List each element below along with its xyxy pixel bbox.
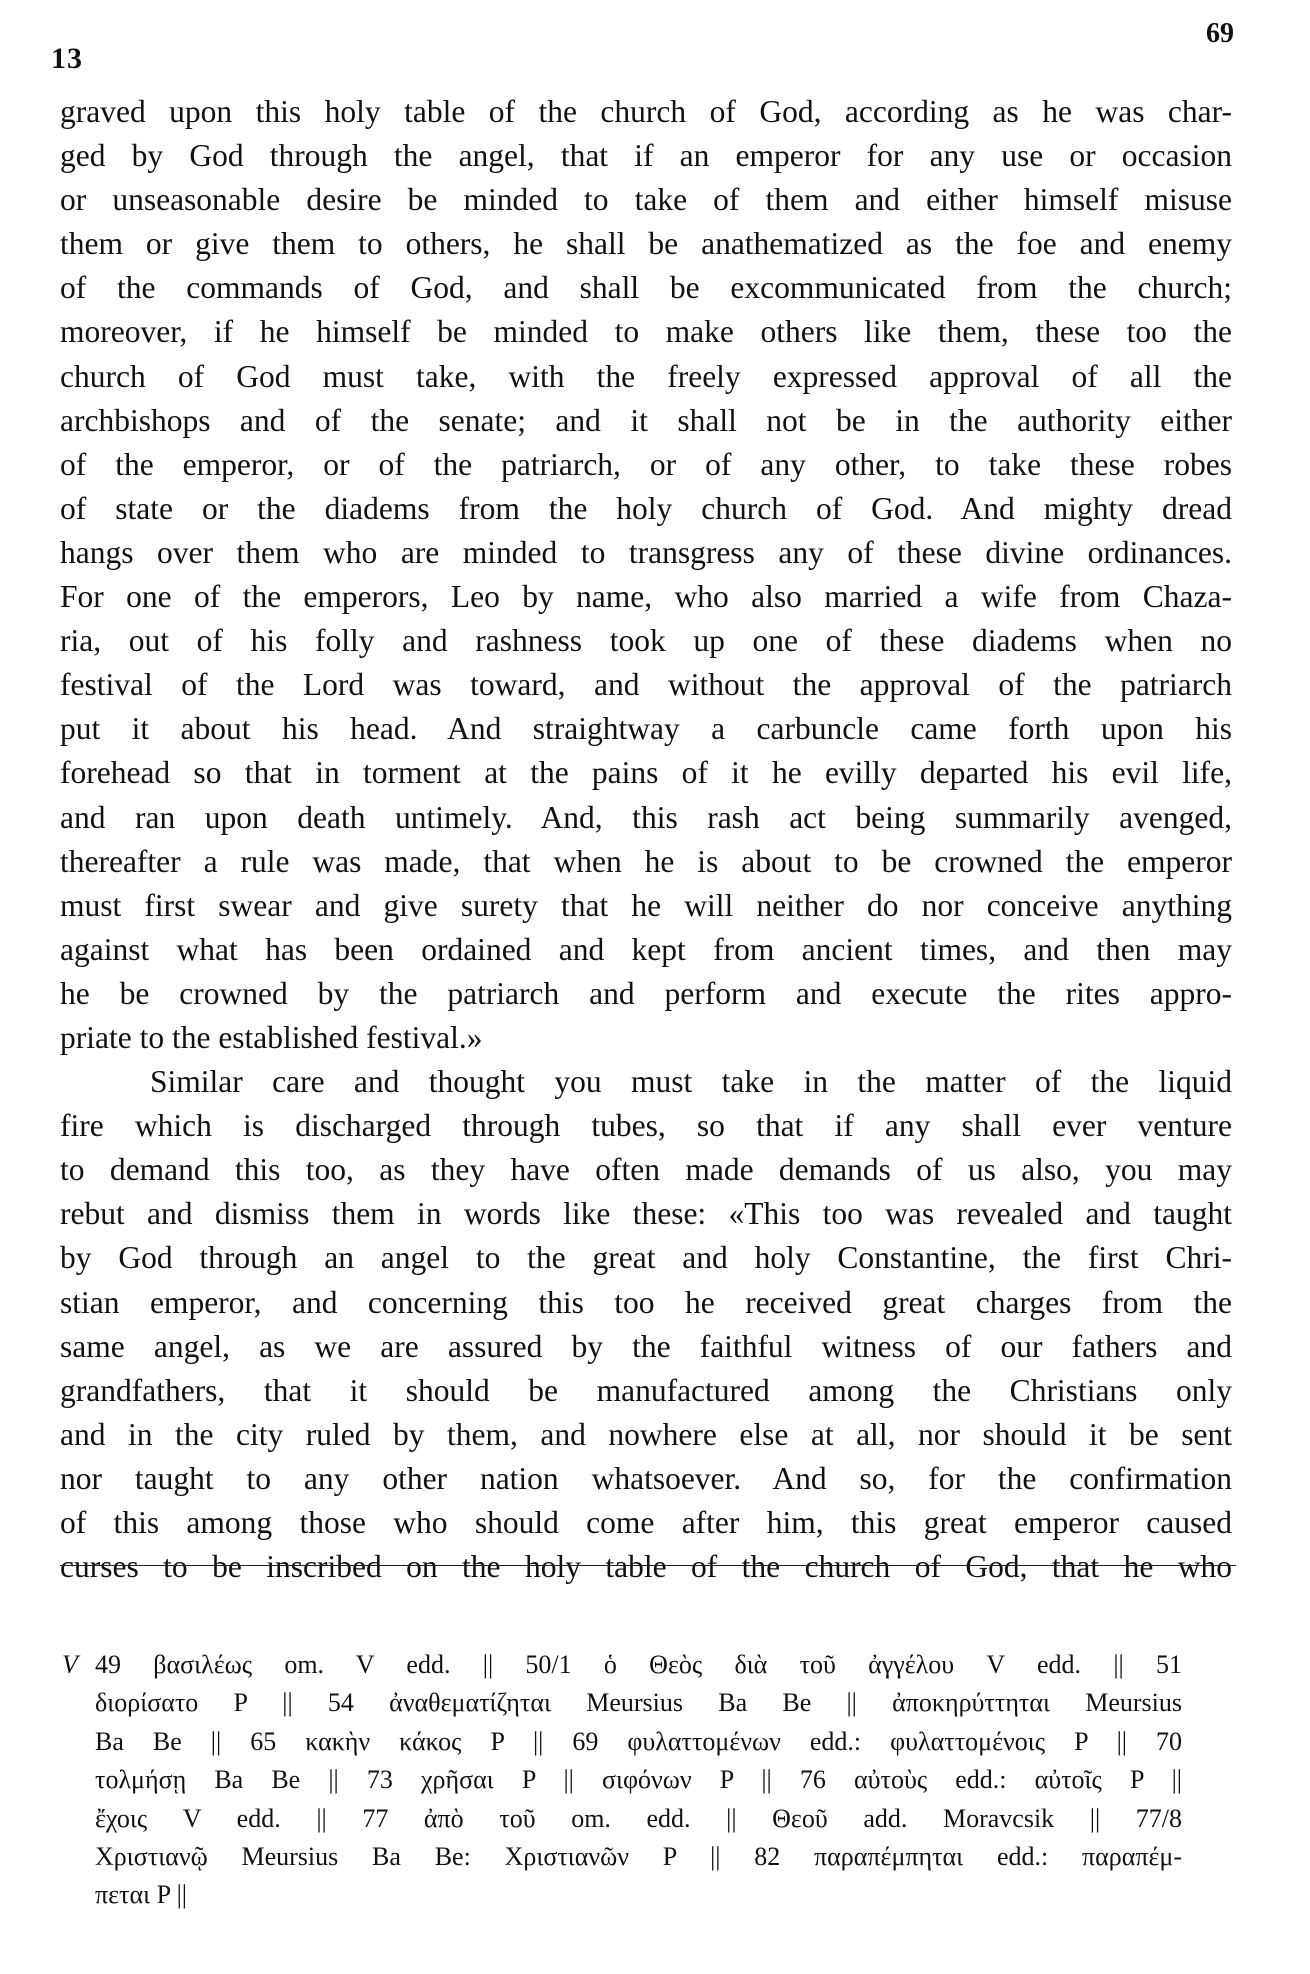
text-line: ria, out of his folly and rashness took up one of these diadems when no bbox=[60, 623, 1232, 659]
text-line: For one of the emperors, Leo by name, who also married a wife from Chaza- bbox=[60, 579, 1232, 615]
text-line: nor taught to any other nation whatsoever. And so, for the confirmation bbox=[60, 1460, 1232, 1496]
text-line: archbishops and of the senate; and it shall not be in the authority either bbox=[60, 402, 1232, 438]
text-line: and in the city ruled by them, and nowhere else at all, nor should it be sent bbox=[60, 1416, 1232, 1452]
footnote-divider bbox=[60, 1565, 1236, 1566]
text-line: thereafter a rule was made, that when he is about to be crowned the emperor bbox=[60, 843, 1232, 879]
text-line: curses to be inscribed on the holy table of the church of God, that he who bbox=[60, 1549, 1232, 1585]
text-line: stian emperor, and concerning this too he received great charges from the bbox=[60, 1284, 1232, 1320]
chapter-number: 13 bbox=[51, 42, 83, 75]
page-number: 69 bbox=[1206, 18, 1234, 49]
apparatus-line: Ba Be || 65 κακὴν κάκος P || 69 φυλαττομένων edd.: φυλαττομένοις P || 70 bbox=[95, 1726, 1182, 1756]
apparatus-line: ἔχοις V edd. || 77 ἀπὸ τοῦ om. edd. || Θεοῦ add. Moravcsik || 77/8 bbox=[95, 1803, 1182, 1833]
text-line: he be crowned by the patriarch and perform and execute the rites appro- bbox=[60, 975, 1232, 1011]
apparatus-line: πεται P || bbox=[95, 1880, 188, 1910]
text-line: graved upon this holy table of the church of God, according as he was char- bbox=[60, 94, 1232, 129]
main-text bbox=[60, 90, 1232, 1589]
text-line: put it about his head. And straightway a carbuncle came forth upon his bbox=[60, 711, 1232, 747]
text-line: fire which is discharged through tubes, so that if any shall ever venture bbox=[60, 1108, 1232, 1144]
text-line: Similar care and thought you must take in the matter of the liquid bbox=[150, 1064, 1232, 1100]
apparatus-line: 49 βασιλέως om. V edd. || 50/1 ὁ Θεὸς διὰ τοῦ ἀγγέλου V edd. || 51 bbox=[95, 1650, 1182, 1679]
text-line: grandfathers, that it should be manufactured among the Christians only bbox=[60, 1372, 1232, 1408]
text-line: against what has been ordained and kept from ancient times, and then may bbox=[60, 931, 1232, 967]
text-line: by God through an angel to the great and holy Constantine, the first Chri- bbox=[60, 1240, 1232, 1276]
text-line: and ran upon death untimely. And, this rash act being summarily avenged, bbox=[60, 799, 1232, 835]
critical-apparatus bbox=[95, 1646, 1182, 1915]
apparatus-line: Χριστιανῷ Meursius Ba Be: Χριστιανῶν P || 82 παραπέμπηται edd.: παραπέμ- bbox=[95, 1841, 1182, 1871]
text-line: of this among those who should come after him, this great emperor caused bbox=[60, 1505, 1232, 1540]
text-line: of the emperor, or of the patriarch, or of any other, to take these robes bbox=[60, 446, 1232, 482]
apparatus-siglum: V bbox=[62, 1650, 78, 1679]
text-line: forehead so that in torment at the pains of it he evilly departed his evil life, bbox=[60, 755, 1232, 791]
text-line: must first swear and give surety that he will neither do nor conceive anything bbox=[60, 887, 1232, 923]
text-line: to demand this too, as they have often made demands of us also, you may bbox=[60, 1152, 1232, 1188]
text-line: church of God must take, with the freely expressed approval of all the bbox=[60, 358, 1232, 394]
text-line: festival of the Lord was toward, and without the approval of the patriarch bbox=[60, 667, 1232, 703]
text-line: them or give them to others, he shall be anathematized as the foe and enemy bbox=[60, 226, 1232, 262]
text-line: rebut and dismiss them in words like these: «This too was revealed and taught bbox=[60, 1196, 1232, 1232]
text-line: hangs over them who are minded to transgress any of these divine ordinances. bbox=[60, 534, 1232, 570]
text-line: moreover, if he himself be minded to make others like them, these too the bbox=[60, 314, 1232, 350]
text-line: ged by God through the angel, that if an emperor for any use or occasion bbox=[60, 138, 1232, 174]
text-line: priate to the established festival.» bbox=[60, 1019, 483, 1055]
text-line: of the commands of God, and shall be excommunicated from the church; bbox=[60, 270, 1232, 306]
text-line: of state or the diadems from the holy church of God. And mighty dread bbox=[60, 490, 1232, 526]
apparatus-line: διορίσατο P || 54 ἀναθεματίζηται Meursius Ba Be || ἀποκηρύττηται Meursius bbox=[95, 1688, 1182, 1718]
apparatus-line: τολμήσῃ Ba Be || 73 χρῆσαι P || σιφόνων P || 76 αὐτοὺς edd.: αὐτοῖς P || bbox=[95, 1765, 1182, 1795]
text-line: or unseasonable desire be minded to take of them and either himself misuse bbox=[60, 182, 1232, 218]
text-line: same angel, as we are assured by the faithful witness of our fathers and bbox=[60, 1328, 1232, 1364]
